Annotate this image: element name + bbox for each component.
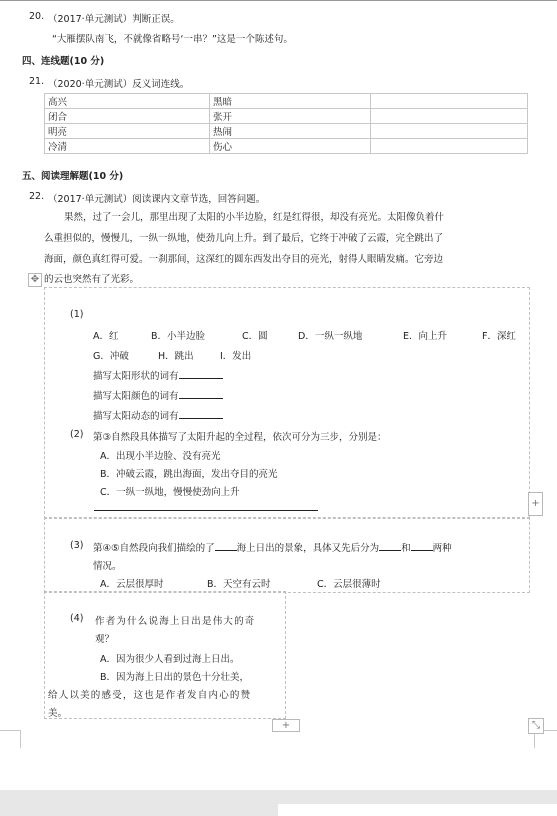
sub1-fill-label: 描写太阳动态的词有: [93, 411, 179, 422]
sub1-option: F．深红: [482, 331, 516, 342]
answer-blank[interactable]: [411, 540, 433, 551]
passage-line: 果然，过了一会儿，那里出现了太阳的小半边脸，红是红得很，却没有亮光。太阳像负着什: [64, 212, 445, 223]
q20-number: 20.: [29, 11, 45, 22]
sub1-fill-label: 描写太阳形状的词有: [93, 371, 179, 382]
q20-source: （2017·单元测试）判断正误。: [48, 14, 180, 25]
table-move-handle-icon[interactable]: ✥: [28, 273, 42, 287]
sub1-option: E．向上升: [403, 331, 448, 342]
table-cell-empty[interactable]: [371, 94, 528, 109]
sub3-prompt-text: 自然段向我们描绘的了: [119, 543, 215, 554]
sub1-option: H．跳出: [158, 351, 194, 362]
sub2-prompt: [93, 429, 387, 443]
sub3-prompt-line2: 情况。: [93, 561, 122, 572]
sub4-question: 作者为什么说海上日出是伟大的奇: [95, 616, 256, 627]
sub4-option-b-end: 美。: [48, 708, 68, 719]
sub4-option-b-cont: 给人以美的感受，这也是作者发自内心的赞: [48, 690, 252, 701]
page-top-border: [0, 0, 557, 1]
q21-source: （2020·单元测试）反义词连线。: [48, 79, 190, 90]
sub2-option: C．一纵一纵地，慢慢使劲向上升: [100, 487, 240, 498]
answer-blank[interactable]: [215, 540, 237, 551]
table-cell-right[interactable]: 张开: [210, 109, 371, 124]
paragraph-number: ③: [102, 432, 112, 443]
sub3-number: (3): [70, 540, 84, 551]
sub2-number: (2): [70, 429, 84, 440]
table-cell-empty[interactable]: [371, 109, 528, 124]
table-cell-left[interactable]: 冷清: [45, 139, 210, 154]
passage-line: 海面，颜色真红得可爱。一刹那间，这深红的圆东西发出夺目的亮光，射得人眼睛发痛。它旁边: [44, 254, 444, 265]
sub1-option: B．小半边脸: [151, 331, 206, 342]
sub1-option: I．发出: [220, 351, 252, 362]
table-cell-empty[interactable]: [371, 139, 528, 154]
table-cell-right[interactable]: 黑暗: [210, 94, 371, 109]
section-4-title: 四、连线题(10 分): [22, 56, 105, 67]
q21-number: 21.: [29, 76, 45, 87]
table-row: [45, 94, 528, 109]
page-corner-mark: [0, 730, 20, 731]
sub1-fill-color: [93, 388, 223, 402]
sub3-option: B．天空有云时: [207, 579, 271, 590]
table-cell-left[interactable]: 闭合: [45, 109, 210, 124]
page-corner-mark: [20, 730, 21, 748]
paragraph-number: ④⑤: [102, 543, 120, 554]
sub3-prompt-text: 两种: [432, 543, 452, 554]
sub1-option: A．红: [93, 331, 119, 342]
sub1-option: G．冲破: [93, 351, 129, 362]
table-cell-empty[interactable]: [371, 124, 528, 139]
passage-line: 么重担似的，慢慢儿，一纵一纵地，使劲儿向上升。到了最后，它终于冲破了云霞，完全跳出了: [44, 233, 444, 244]
sub1-option: C．圆: [242, 331, 268, 342]
sub2-option: B．冲破云霞，跳出海面，发出夺目的亮光: [100, 469, 278, 480]
table-row: [45, 109, 528, 124]
sub1-fill-label: 描写太阳颜色的词有: [93, 391, 179, 402]
q22-number: 22.: [29, 191, 45, 202]
sub3-option: A．云层很厚时: [100, 579, 164, 590]
answer-blank[interactable]: [379, 540, 401, 551]
sub4-option-b: B．因为海上日出的景色十分壮美，: [100, 672, 250, 683]
answer-blank[interactable]: [179, 368, 223, 379]
next-page-edge: [278, 804, 557, 816]
sub3-prompt-text: 海上日出的景象，具体又先后分为: [236, 543, 380, 554]
sub3-prompt-text: 和: [401, 543, 411, 554]
sub4-question-cont: 观？: [95, 634, 115, 645]
sub3-prompt-text: 第: [93, 543, 103, 554]
resize-icon[interactable]: ⤡: [528, 718, 544, 734]
sub1-fill-shape: [93, 368, 223, 382]
passage-line: 的云也突然有了光彩。: [44, 274, 140, 285]
table-cell-left[interactable]: 明亮: [45, 124, 210, 139]
answer-blank[interactable]: [179, 408, 223, 419]
sub4-number: (4): [70, 613, 84, 624]
add-row-button[interactable]: +: [272, 719, 300, 732]
sub1-number: (1): [70, 309, 84, 320]
sub3-option: C．云层很薄时: [317, 579, 381, 590]
q20-statement: “大雁摆队南飞，不就像省略号‘一串？”这是一个陈述句。: [52, 34, 293, 45]
q22-source: （2017·单元测试）阅读课内文章节选，回答问题。: [48, 194, 266, 205]
sub1-option: D．一纵一纵地: [298, 331, 363, 342]
table-row: [45, 124, 528, 139]
sub1-fill-motion: [93, 408, 223, 422]
sub2-option: A．出现小半边脸、没有亮光: [100, 451, 221, 462]
table-cell-right[interactable]: 伤心: [210, 139, 371, 154]
sub3-prompt: [93, 540, 452, 554]
table-row: [45, 139, 528, 154]
answer-blank[interactable]: [179, 388, 223, 399]
table-cell-left[interactable]: 高兴: [45, 94, 210, 109]
antonym-table: [44, 93, 528, 154]
sub2-prompt-text: 自然段具体描写了太阳升起的全过程，依次可分为三步，分别是：: [111, 432, 387, 443]
answer-blank[interactable]: [94, 500, 318, 514]
table-cell-right[interactable]: 热闹: [210, 124, 371, 139]
add-column-button[interactable]: +: [528, 492, 543, 516]
section-5-title: 五、阅读理解题(10 分): [22, 171, 124, 182]
sub4-option-a: A．因为很少人看到过海上日出。: [100, 654, 240, 665]
sub2-prompt-text: 第: [93, 432, 103, 443]
